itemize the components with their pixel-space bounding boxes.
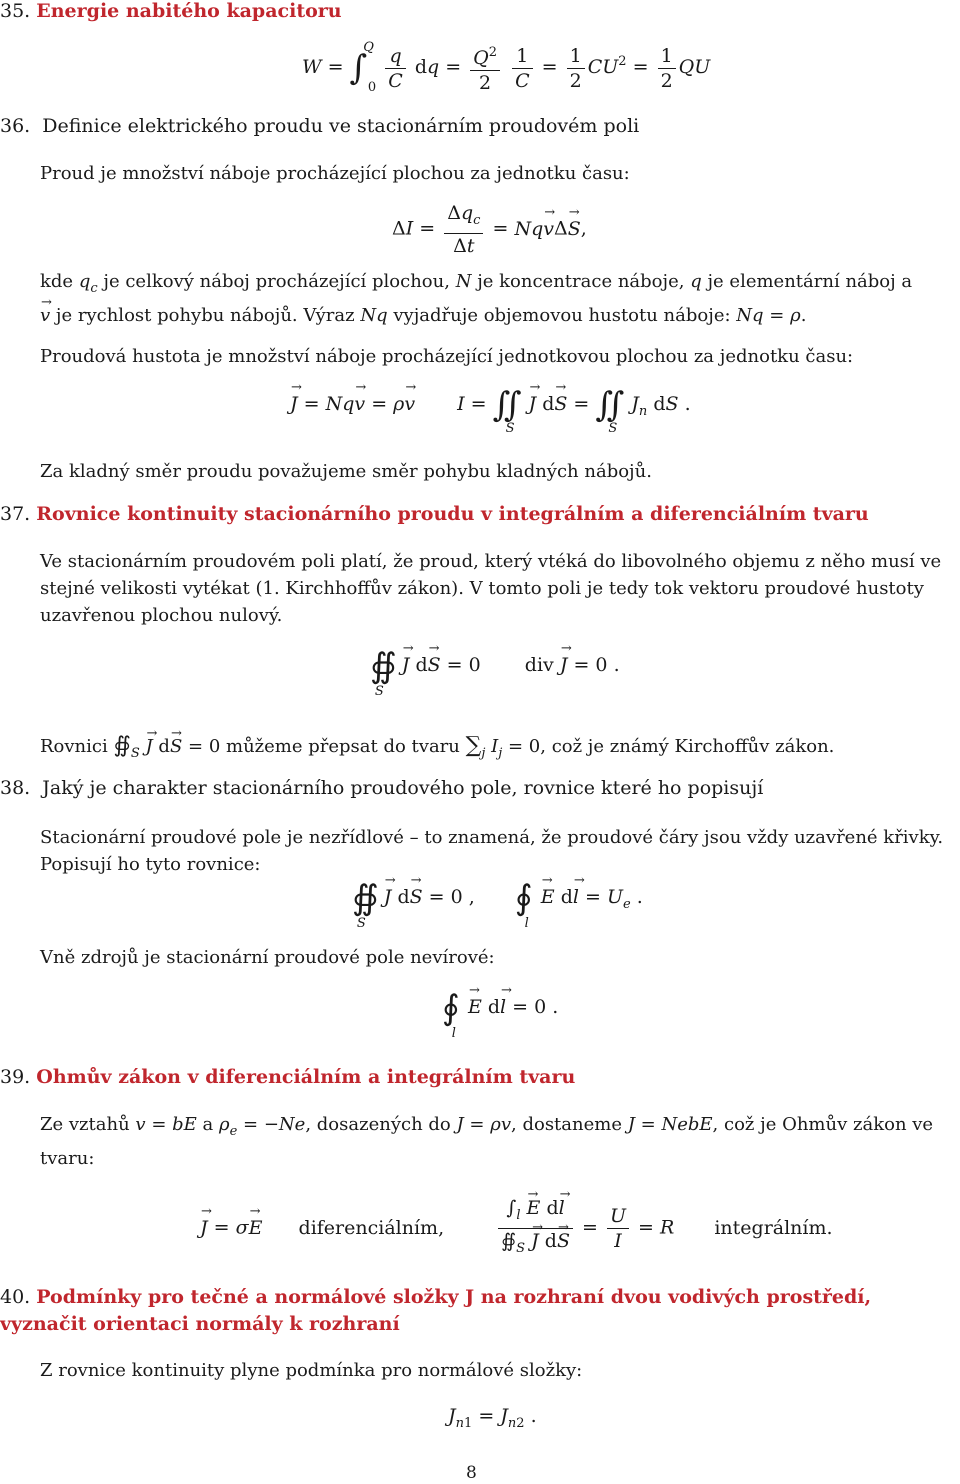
section-title: Energie nabitého kapacitoru bbox=[36, 0, 342, 22]
equation-irrotational: $∮_l \to E$ d→ l = 0 . bbox=[442, 988, 558, 1041]
paragraph: Ve stacionárním proudovém poli platí, že proud, který vtéká do libovolného objemu z něho musí ve stejné velikosti vytékat (1. Kirchhoffův zákon). V tomto poli je tedy tok vektoru proudové hustoty uzavřenou plochou nulový. bbox=[40, 551, 942, 626]
equation-ohm: → J = σ→ E diferenciálním, $\frac{\int_l \to E d\to l}{∯_S \to J d\to S}$ = $\frac{U}{I}$ = R integrálním. bbox=[200, 1196, 833, 1261]
equation-current-density: → J = Nq→ v = ρ→ v $I = ∬_S \to J$ $d\to S = ∬_S$ $J_n$ dS . bbox=[290, 385, 691, 436]
equation-current: ΔI = $\frac{\Delta q_c}{\Delta t}$ = Nq→ vΔ→ S, bbox=[392, 201, 587, 258]
paragraph-ohm: Ze vztahů v = bE a $\rho_e = -Ne$, dosazených do J = ρv, dostaneme J = NebE, což je Ohmův zákon ve tvaru: bbox=[40, 1114, 934, 1169]
section-number: 35. bbox=[0, 0, 31, 22]
paragraph: Proud je množství náboje procházející plochou za jednotku času: bbox=[40, 163, 630, 184]
section-36-heading bbox=[0, 115, 639, 137]
paragraph: Proudová hustota je množství náboje procházející jednotkovou plochou za jednotku času: bbox=[40, 346, 854, 367]
section-number: 37. bbox=[0, 503, 31, 525]
paragraph: Stacionární proudové pole je nezřídlové – to znamená, že proudové čáry jsou vždy uzavřené křivky. Popisují ho tyto rovnice: bbox=[40, 827, 944, 875]
paragraph: Za kladný směr proudu považujeme směr pohybu kladných nábojů. bbox=[40, 461, 652, 482]
section-number: 38. bbox=[0, 777, 31, 799]
section-number: 40. bbox=[0, 1286, 31, 1308]
section-35-heading bbox=[0, 0, 342, 22]
section-39-heading bbox=[0, 1066, 575, 1088]
section-title: Rovnice kontinuity stacionárního proudu v integrálním a diferenciálním tvaru bbox=[36, 503, 869, 525]
section-37-heading bbox=[0, 503, 869, 525]
section-38-heading bbox=[0, 777, 763, 799]
section-title: Jaký je charakter stacionárního proudového pole, rovnice které ho popisují bbox=[42, 777, 764, 799]
section-title: Podmínky pro tečné a normálové složky J na rozhraní dvou vodivých prostředí, vyznačit orientaci normály k rozhraní bbox=[0, 1286, 872, 1335]
section-number: 36. bbox=[0, 115, 31, 137]
equation-energy: W = ∫$^Q_0$ $\frac{q}{C}$ dq = $\frac{Q^2}{2}$ $\frac{1}{C}$ = $\frac{1}{2}$ $CU^2$ = $\frac{1}{2}$ QU bbox=[302, 40, 711, 95]
paragraph: Vně zdrojů je stacionární proudové pole nevírové: bbox=[40, 947, 495, 968]
section-title: Definice elektrického proudu ve stacionárním proudovém poli bbox=[42, 115, 640, 137]
equation-stationary: $∯_S \to J$ d→ S = 0 , $∮_l \to E$ $d\to l = U_e$ . bbox=[352, 878, 643, 931]
section-number: 39. bbox=[0, 1066, 31, 1088]
page-number: 8 bbox=[466, 1463, 477, 1483]
equation-normal-components: $J_{n1} = J_{n2}$ . bbox=[448, 1405, 537, 1431]
section-40-heading bbox=[0, 1284, 958, 1338]
paragraph: Z rovnice kontinuity plyne podmínka pro normálové složky: bbox=[40, 1360, 583, 1381]
paragraph-kirchhoff: Rovnici $∯_S \to J$ d→ S = 0 můžeme přepsat do tvaru $\sum_j$ $I_j = 0$, což je známý Kirchoffův zákon. bbox=[40, 732, 960, 767]
paragraph-definitions: kde $q_c$ je celkový náboj procházející plochou, N je koncentrace náboje, q je elementární náboj a → v je rychlost pohybu nábojů. Výraz Nq vyjadřuje objemovou hustotu náboje: Nq = ρ. bbox=[40, 268, 960, 329]
equation-continuity: $∯_S \to J$ d→ S = 0 div → J = 0 . bbox=[370, 646, 620, 699]
section-title: Ohmův zákon v diferenciálním a integrálním tvaru bbox=[36, 1066, 576, 1088]
